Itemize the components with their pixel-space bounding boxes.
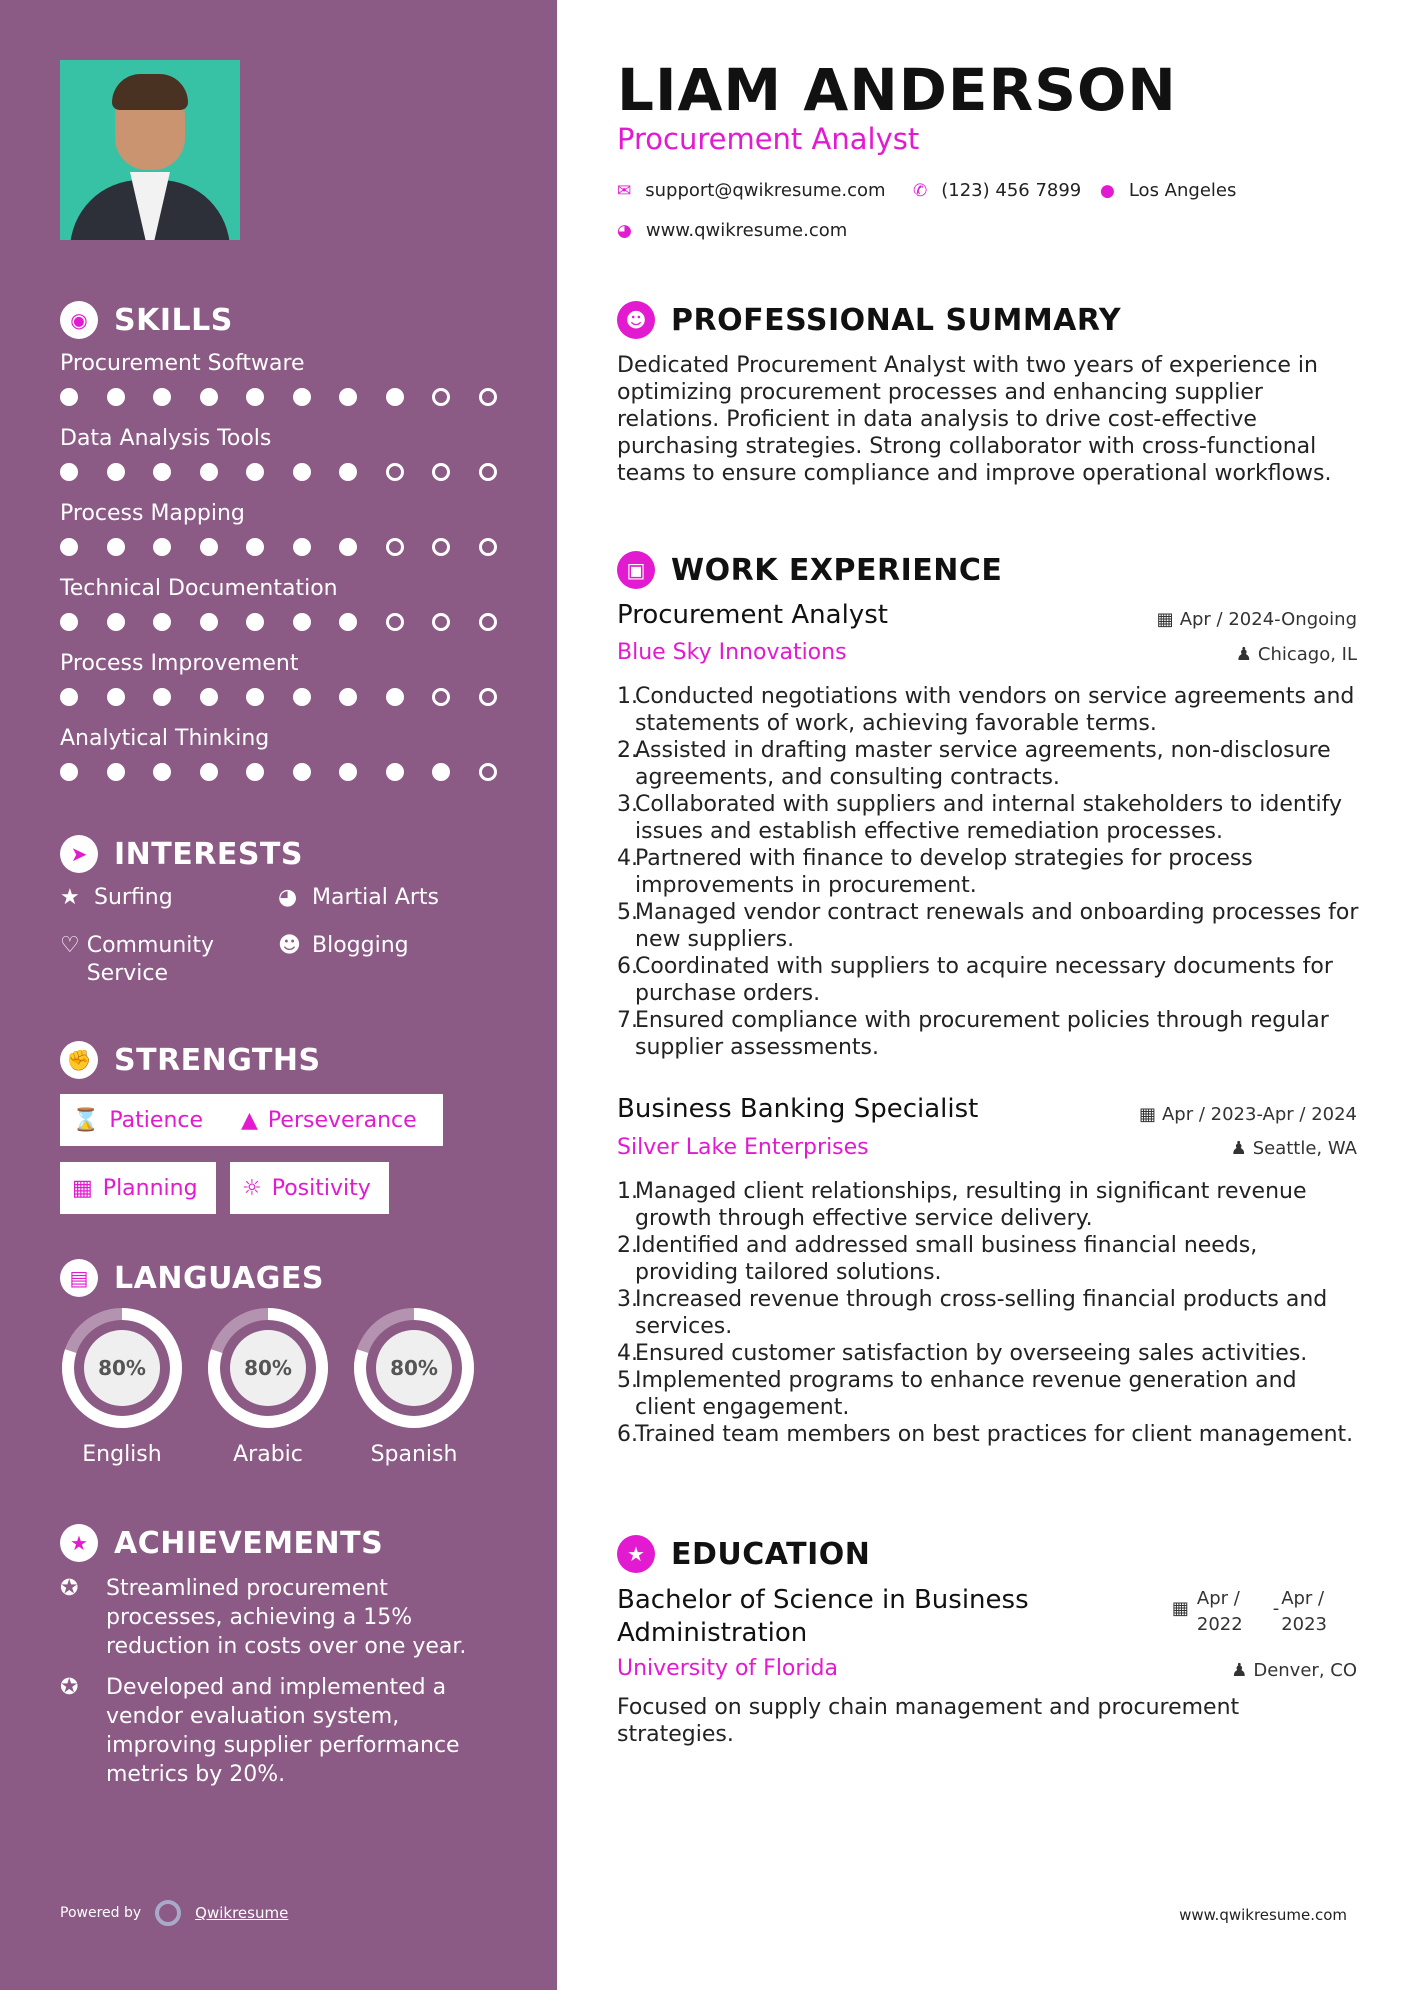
rating-dot-filled	[200, 463, 218, 481]
star-icon: ★	[60, 885, 80, 910]
calendar-icon: ▦	[1171, 1598, 1189, 1619]
skill-item	[60, 725, 520, 785]
job-bullet: 3. Increased revenue through cross-selling financial products and services.	[617, 1287, 1328, 1339]
experience-heading-row	[617, 548, 1002, 592]
rating-dot-empty	[432, 388, 450, 406]
rating-dot-filled	[60, 613, 78, 631]
rating-dot-filled	[60, 763, 78, 781]
achievements-heading: ACHIEVEMENTS	[114, 1525, 384, 1561]
education-dates: ▦ Apr / 2022 - Apr / 2023	[1172, 1586, 1327, 1638]
lightbulb-icon: ◉	[60, 301, 98, 339]
strength-label: Planning	[102, 1175, 198, 1201]
summary-heading: PROFESSIONAL SUMMARY	[671, 302, 1122, 338]
rating-dot-empty	[479, 538, 497, 556]
skill-item	[60, 500, 520, 560]
group-icon: ☻	[278, 933, 301, 958]
rating-dot-empty	[479, 763, 497, 781]
rating-dot-filled	[246, 688, 264, 706]
strengths-heading: STRENGTHS	[114, 1042, 321, 1078]
calendar-icon: ▦	[1138, 1104, 1156, 1125]
rating-dot-empty	[479, 688, 497, 706]
language-ring	[60, 1306, 184, 1430]
job-bullets	[617, 683, 1362, 1061]
skill-name: Technical Documentation	[60, 576, 338, 601]
job-location: ♟ Chicago, IL	[1235, 644, 1357, 665]
rating-dot-filled	[107, 463, 125, 481]
education-degree: Bachelor of Science in Business Administration	[617, 1585, 1029, 1648]
rating-dot-filled	[246, 463, 264, 481]
skill-name: Procurement Software	[60, 351, 305, 376]
interests-section	[60, 832, 520, 876]
contact-website[interactable]: ◕ www.qwikresume.com	[617, 220, 848, 241]
education-text: Focused on supply chain management and procurement strategies.	[617, 1695, 1240, 1747]
job-bullet: 5. Managed vendor contract renewals and onboarding processes for new suppliers.	[617, 900, 1359, 952]
rating-dot-empty	[386, 538, 404, 556]
strength-badge	[60, 1094, 230, 1146]
language-name: Spanish	[370, 1442, 458, 1467]
sun-icon: ☼	[242, 1175, 262, 1201]
rating-dot-filled	[339, 463, 357, 481]
map-pin-icon: ●	[1100, 180, 1115, 201]
rating-dot-filled	[153, 763, 171, 781]
rating-dot-empty	[479, 463, 497, 481]
achievements-section	[60, 1521, 520, 1565]
education-heading-row	[617, 1532, 870, 1576]
rating-dot-filled	[339, 763, 357, 781]
badge-star-icon: ★	[60, 1524, 98, 1562]
contact-email[interactable]: ✉ support@qwikresume.com	[617, 180, 886, 201]
rating-dot-filled	[293, 463, 311, 481]
pin-icon: ♟	[1230, 1138, 1247, 1159]
job-bullet: 6. Coordinated with suppliers to acquire necessary documents for purchase orders.	[617, 954, 1333, 1006]
globe-icon: ◕	[278, 885, 298, 910]
rating-dot-empty	[479, 613, 497, 631]
language-ring	[206, 1306, 330, 1430]
interest-label: Blogging	[312, 933, 409, 958]
language-percent: 80%	[244, 1356, 292, 1380]
paper-plane-icon: ➤	[60, 835, 98, 873]
strength-label: Positivity	[271, 1175, 371, 1201]
globe-icon: ◕	[617, 220, 632, 241]
road-icon: ▲	[241, 1107, 258, 1133]
job-bullet: 5. Implemented programs to enhance revenue generation and client engagement.	[617, 1368, 1297, 1420]
job-title: Procurement Analyst	[617, 600, 888, 630]
rating-dot-filled	[60, 538, 78, 556]
interest-item	[278, 884, 439, 912]
person-name: LIAM ANDERSON	[617, 56, 1177, 124]
rating-dot-filled	[107, 538, 125, 556]
shooting-star-icon: ✪	[60, 1576, 79, 1601]
rating-dot-filled	[386, 388, 404, 406]
skill-item	[60, 575, 520, 635]
rating-dot-filled	[293, 613, 311, 631]
achievements-list	[60, 1574, 520, 1804]
rating-dot-filled	[107, 388, 125, 406]
skill-rating	[60, 538, 525, 556]
rating-dot-filled	[107, 613, 125, 631]
language-item	[352, 1306, 476, 1467]
skill-rating	[60, 463, 525, 481]
skill-name: Analytical Thinking	[60, 726, 270, 751]
language-item	[60, 1306, 184, 1467]
id-card-icon: ▤	[60, 1259, 98, 1297]
rating-dot-filled	[386, 688, 404, 706]
interest-label: Surfing	[94, 885, 173, 910]
powered-by-label: Powered by	[60, 1905, 142, 1921]
contact-location: ● Los Angeles	[1100, 180, 1237, 201]
job-title: Business Banking Specialist	[617, 1094, 979, 1124]
job-bullets	[617, 1178, 1362, 1448]
fist-icon: ✊	[60, 1041, 98, 1079]
interest-item	[60, 932, 250, 988]
skill-name: Process Mapping	[60, 501, 245, 526]
rating-dot-filled	[200, 388, 218, 406]
rating-dot-filled	[293, 388, 311, 406]
rating-dot-filled	[153, 613, 171, 631]
achievement-item	[60, 1673, 500, 1789]
interest-item	[278, 932, 409, 960]
rating-dot-filled	[107, 688, 125, 706]
footer-url[interactable]: www.qwikresume.com	[1179, 1906, 1347, 1924]
person-title: Procurement Analyst	[617, 122, 920, 156]
education-location: ♟ Denver, CO	[1231, 1660, 1357, 1681]
user-icon: ☻	[617, 301, 655, 339]
strength-badge	[229, 1094, 443, 1146]
monitor-icon: ▣	[617, 551, 655, 589]
job-dates: ▦ Apr / 2023-Apr / 2024	[1138, 1104, 1357, 1125]
languages-section	[60, 1256, 520, 1300]
experience-heading: WORK EXPERIENCE	[671, 552, 1003, 588]
qwikresume-logo-icon	[155, 1900, 181, 1926]
job-bullet: 3. Collaborated with suppliers and internal stakeholders to identify issues and establish effective remediation processes.	[617, 792, 1342, 844]
language-percent: 80%	[390, 1356, 438, 1380]
languages-heading: LANGUAGES	[114, 1260, 324, 1296]
envelope-icon: ✉	[617, 180, 632, 201]
rating-dot-filled	[339, 688, 357, 706]
rating-dot-filled	[153, 388, 171, 406]
rating-dot-empty	[432, 463, 450, 481]
language-name: Arabic	[233, 1442, 303, 1467]
job-bullet: 4. Ensured customer satisfaction by overseeing sales activities.	[617, 1341, 1308, 1366]
rating-dot-filled	[200, 613, 218, 631]
achievement-text: Streamlined procurement processes, achieving a 15% reduction in costs over one year.	[106, 1576, 467, 1659]
achievement-text: Developed and implemented a vendor evaluation system, improving supplier performance metrics by 20%.	[106, 1675, 460, 1787]
rating-dot-filled	[200, 763, 218, 781]
interest-label: Community Service	[86, 933, 215, 986]
languages-list	[60, 1306, 520, 1476]
skills-section	[60, 298, 520, 342]
summary-heading-row	[617, 298, 1121, 342]
job-bullet: 6. Trained team members on best practices for client management.	[617, 1422, 1354, 1447]
pin-icon: ♟	[1235, 644, 1252, 665]
qwikresume-link[interactable]: Qwikresume	[195, 1904, 289, 1922]
calendar-icon: ▦	[1156, 609, 1174, 630]
rating-dot-filled	[246, 388, 264, 406]
language-percent: 80%	[98, 1356, 146, 1380]
job-bullet: 1. Conducted negotiations with vendors on service agreements and statements of work, achieving favorable terms.	[617, 684, 1355, 736]
skill-rating	[60, 763, 525, 781]
rating-dot-empty	[432, 538, 450, 556]
rating-dot-filled	[60, 688, 78, 706]
rating-dot-filled	[246, 613, 264, 631]
rating-dot-empty	[479, 388, 497, 406]
rating-dot-empty	[432, 613, 450, 631]
skill-item	[60, 650, 520, 710]
job-bullet: 7. Ensured compliance with procurement policies through regular supplier assessments.	[617, 1008, 1329, 1060]
profile-photo	[60, 60, 240, 240]
job-bullet: 1. Managed client relationships, resulting in significant revenue growth through effective service delivery.	[617, 1179, 1307, 1231]
powered-by	[60, 1900, 288, 1926]
interest-label: Martial Arts	[312, 885, 440, 910]
rating-dot-filled	[107, 763, 125, 781]
rating-dot-empty	[386, 613, 404, 631]
education-school: University of Florida	[617, 1656, 838, 1681]
job-bullet: 4. Partnered with finance to develop strategies for process improvements in procurement.	[617, 846, 1253, 898]
strengths-list	[60, 1094, 520, 1214]
pin-icon: ♟	[1231, 1660, 1248, 1681]
job-bullet: 2. Assisted in drafting master service agreements, non-disclosure agreements, and consulting contracts.	[617, 738, 1331, 790]
skills-list	[60, 350, 520, 790]
skill-name: Data Analysis Tools	[60, 426, 272, 451]
rating-dot-filled	[293, 538, 311, 556]
language-name: English	[82, 1442, 162, 1467]
job-dates: ▦ Apr / 2024-Ongoing	[1156, 609, 1357, 630]
rating-dot-filled	[60, 463, 78, 481]
skill-name: Process Improvement	[60, 651, 299, 676]
rating-dot-filled	[153, 463, 171, 481]
interests-heading: INTERESTS	[114, 836, 303, 872]
rating-dot-filled	[293, 763, 311, 781]
job-bullet: 2. Identified and addressed small business financial needs, providing tailored solutions.	[617, 1233, 1258, 1285]
achievement-item	[60, 1574, 500, 1661]
skills-heading: SKILLS	[114, 302, 233, 338]
rating-dot-filled	[339, 538, 357, 556]
strength-label: Patience	[109, 1107, 204, 1133]
skill-rating	[60, 613, 525, 631]
shooting-star-icon: ✪	[60, 1675, 79, 1700]
rating-dot-filled	[432, 763, 450, 781]
hand-icon: ♡	[60, 933, 80, 958]
interests-list	[60, 884, 520, 994]
interest-item	[60, 884, 173, 912]
rating-dot-empty	[386, 463, 404, 481]
rating-dot-filled	[60, 388, 78, 406]
rating-dot-filled	[153, 688, 171, 706]
skill-item	[60, 425, 520, 485]
hourglass-icon: ⌛	[72, 1107, 100, 1133]
sidebar	[0, 0, 557, 1990]
rating-dot-filled	[386, 763, 404, 781]
calendar-icon: ▦	[72, 1175, 93, 1201]
strength-badge	[230, 1162, 389, 1214]
job-location: ♟ Seattle, WA	[1230, 1138, 1357, 1159]
rating-dot-filled	[200, 538, 218, 556]
language-item	[206, 1306, 330, 1467]
education-heading: EDUCATION	[671, 1536, 871, 1572]
skill-item	[60, 350, 520, 410]
job-company: Blue Sky Innovations	[617, 640, 847, 665]
phone-icon: ✆	[913, 180, 928, 201]
rating-dot-filled	[200, 688, 218, 706]
skill-rating	[60, 388, 525, 406]
strength-label: Perseverance	[267, 1107, 417, 1133]
job-company: Silver Lake Enterprises	[617, 1135, 869, 1160]
graduate-icon: ★	[617, 1535, 655, 1573]
rating-dot-filled	[246, 763, 264, 781]
rating-dot-filled	[339, 388, 357, 406]
summary-text: Dedicated Procurement Analyst with two years of experience in optimizing procurement processes and enhancing supplier relations. Proficient in data analysis to drive cost-effective purchasing strategies. Strong collaborator with cross-functional teams to ensure compliance and improve operational workflows.	[617, 353, 1332, 486]
rating-dot-filled	[153, 538, 171, 556]
skill-rating	[60, 688, 525, 706]
rating-dot-filled	[339, 613, 357, 631]
rating-dot-filled	[246, 538, 264, 556]
strengths-section	[60, 1038, 520, 1082]
rating-dot-filled	[293, 688, 311, 706]
contact-phone[interactable]: ✆ (123) 456 7899	[913, 180, 1082, 201]
strength-badge	[60, 1162, 216, 1214]
language-ring	[352, 1306, 476, 1430]
rating-dot-empty	[432, 688, 450, 706]
